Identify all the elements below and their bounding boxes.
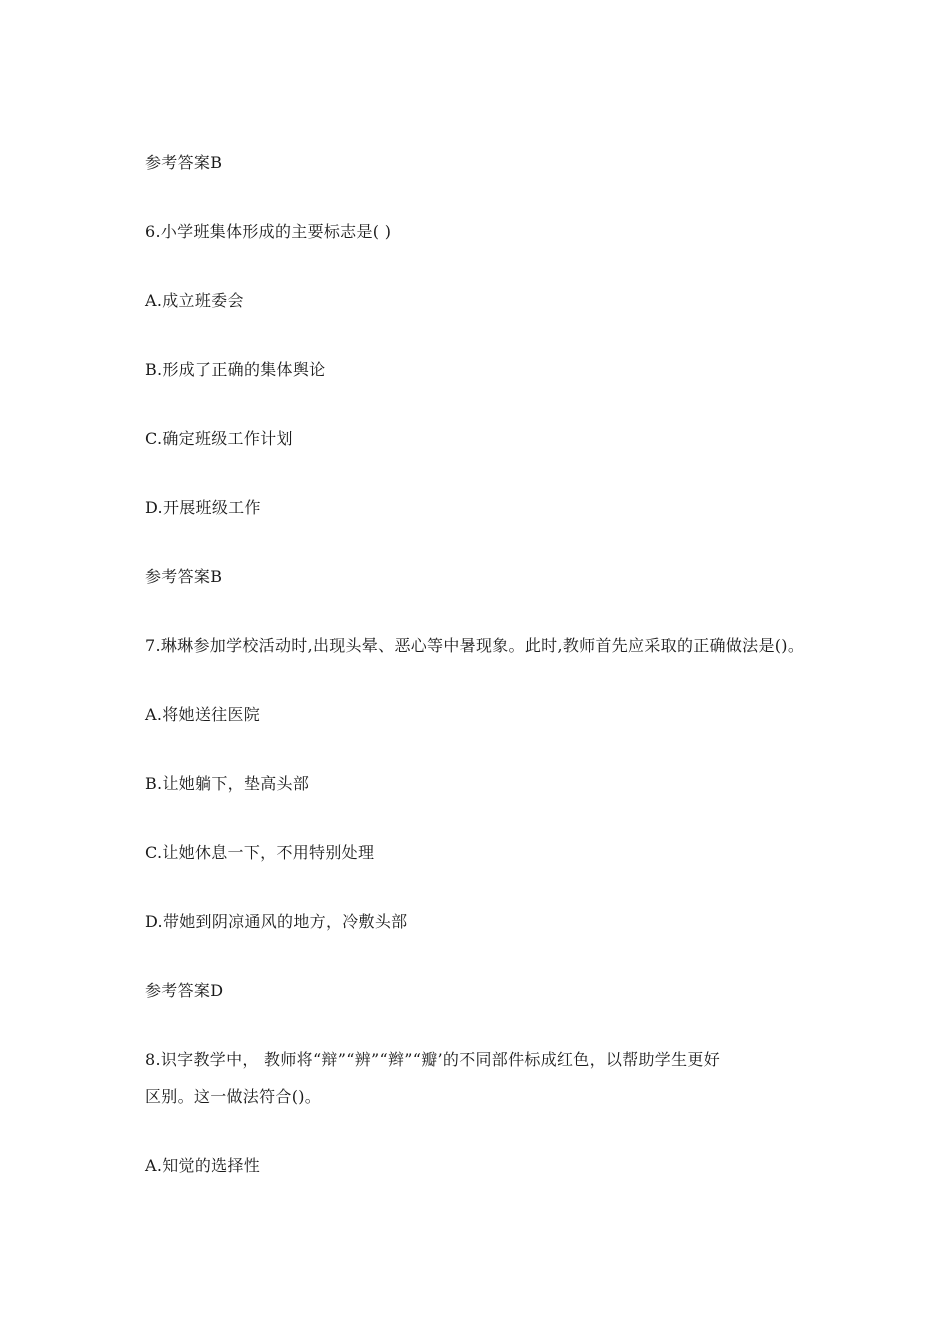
question-7-option-a: A.将她送往医院: [145, 705, 261, 724]
question-6-option-c: C.确定班级工作计划: [145, 429, 293, 448]
question-8-stem-line-1: 8.识字教学中， 教师将“辩”“辨”“辫”“瓣’的不同部件标成红色，以帮助学生更好: [145, 1050, 720, 1069]
question-7-option-d: D.带她到阴凉通风的地方，冷敷头部: [145, 912, 408, 931]
question-8-stem-line-2: 区别。这一做法符合()。: [145, 1087, 322, 1106]
question-6-stem: 6.小学班集体形成的主要标志是( ): [145, 222, 392, 241]
question-8-option-a: A.知觉的选择性: [145, 1156, 261, 1175]
answer-key-q6: 参考答案B: [145, 567, 223, 586]
answer-key-q5: 参考答案B: [145, 153, 223, 172]
question-6-option-d: D.开展班级工作: [145, 498, 261, 517]
question-7-option-c: C.让她休息一下，不用特别处理: [145, 843, 375, 862]
question-6-option-b: B.形成了正确的集体舆论: [145, 360, 326, 379]
answer-key-q7: 参考答案D: [145, 981, 224, 1000]
question-7-stem: 7.琳琳参加学校活动时,出现头晕、恶心等中暑现象。此时,教师首先应采取的正确做法是()。: [145, 636, 805, 655]
question-6-option-a: A.成立班委会: [145, 291, 244, 310]
question-7-option-b: B.让她躺下，垫高头部: [145, 774, 310, 793]
